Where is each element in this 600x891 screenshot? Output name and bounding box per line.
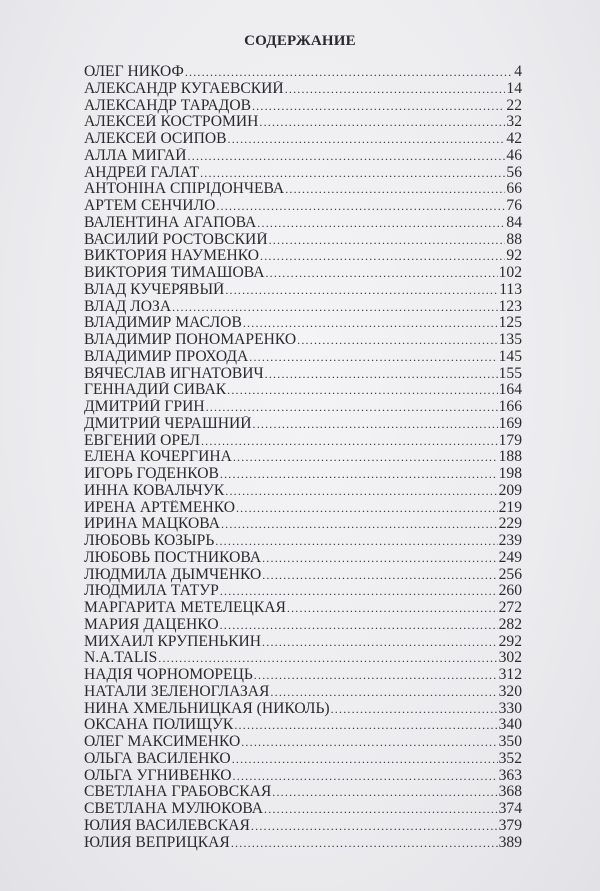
dot-leader [264,801,498,818]
toc-entry-author: ВАСИЛИЙ РОСТОВСКИЙ [84,231,268,248]
toc-entry-page: 352 [498,750,522,767]
toc-entry-page: 179 [498,432,522,449]
toc-entry [84,835,522,852]
toc-entry [84,114,522,131]
toc-entry-author: ЛЮБОВЬ ПОСТНИКОВА [84,549,262,566]
toc-entry-author: ОКСАНА ПОЛИЩУК [84,717,234,734]
toc-entry [84,366,522,383]
toc-entry [84,299,522,316]
dot-leader [216,198,505,215]
toc-entry-author: N.A.TALIS [84,650,158,667]
toc-entry-page: 14 [506,80,522,97]
toc-entry-author: АНТОНІНА СПІРІДОНЧЕВА [84,181,285,198]
dot-leader [241,734,497,751]
toc-entry [84,634,522,651]
dot-leader [243,315,498,332]
toc-entry-page: 302 [498,650,522,667]
dot-leader [265,366,498,383]
dot-leader [220,466,498,483]
toc-entry-author: ЕВГЕНИЙ ОРЕЛ [84,432,200,449]
toc-entry-page: 272 [498,600,522,616]
toc-entry-author: СВЕТЛАНА МУЛЮКОВА [84,801,264,817]
dot-leader [260,248,505,265]
toc-entry [84,567,522,584]
toc-entry-author: АЛЕКСАНДР КУГАЕВСКИЙ [84,80,284,97]
dot-leader [253,416,498,433]
toc-entry-page: 350 [498,734,522,750]
toc-entry [84,416,522,433]
toc-entry-author: ВЛАДИМИР МАСЛОВ [84,315,242,332]
toc-entry-author: ВЯЧЕСЛАВ ИГНАТОВИЧ [84,365,264,382]
toc-entry [84,282,522,299]
toc-entry-page: 169 [498,415,522,432]
toc-entry-author: АРТЕМ СЕНЧИЛО [84,198,216,214]
toc-entry-page: 312 [498,667,522,683]
toc-entry-author: ЛЮДМИЛА ТАТУР [84,583,219,600]
toc-entry [84,500,522,517]
toc-entry-page: 330 [498,700,522,717]
dot-leader [185,64,513,81]
toc-entry-author: ГЕННАДИЙ СИВАК [84,382,227,399]
toc-entry-author: ЛЮБОВЬ КОЗЫРЬ [84,533,215,549]
toc-entry [84,181,522,198]
toc-entry-author: ВЛАДИМИР ПОНОМАРЕНКО [84,332,297,348]
dot-leader [252,98,505,115]
toc-entry [84,466,522,483]
toc-entry-page: 256 [498,566,522,583]
dot-leader [259,114,505,131]
toc-entry-page: 145 [498,348,522,365]
toc-entry-page: 389 [498,834,522,851]
toc-entry [84,198,522,215]
dot-leader [236,500,498,517]
toc-entry-author: ВАЛЕНТИНА АГАПОВА [84,214,257,231]
toc-entry-author: АЛЕКСЕЙ ОСИПОВ [84,131,227,147]
dot-leader [232,751,498,768]
dot-leader [254,667,498,684]
toc-entry [84,148,522,165]
toc-entry-author: АЛЕКСАНДР ТАРАДОВ [84,97,251,114]
toc-entry [84,232,522,249]
toc-entry-page: 88 [506,231,522,248]
toc-entry-author: ВИКТОРИЯ НАУМЕНКО [84,248,259,265]
dot-leader [270,684,497,701]
toc-entry-page: 32 [506,114,522,131]
toc-entry-author: ВИКТОРИЯ ТИМАШОВА [84,265,265,281]
toc-entry-page: 42 [506,131,522,147]
toc-entry [84,98,522,115]
dot-leader [227,382,497,399]
toc-entry [84,600,522,617]
toc-entry-page: 188 [498,449,522,466]
toc-entry [84,433,522,450]
toc-entry-author: ЛЮДМИЛА ДЫМЧЕНКО [84,566,262,583]
dot-leader [233,768,498,785]
toc-entry [84,248,522,265]
toc-entry-author: СВЕТЛАНА ГРАБОВСКАЯ [84,784,272,801]
dot-leader [201,433,498,450]
table-of-contents [84,64,522,851]
toc-entry-page: 123 [498,298,522,315]
toc-entry-page: 340 [498,717,522,734]
toc-entry [84,382,522,399]
toc-entry [84,399,522,416]
toc-entry-page: 368 [498,784,522,801]
toc-entry [84,583,522,600]
dot-leader [233,449,498,466]
toc-entry-author: АЛЛА МИГАЙ [84,147,187,164]
toc-entry-page: 102 [498,265,522,281]
dot-leader [158,650,497,667]
toc-entry-page: 198 [498,466,522,482]
toc-entry-page: 229 [498,516,522,533]
toc-entry-page: 22 [506,97,522,114]
toc-entry-author: ИРИНА МАЦКОВА [84,516,220,533]
toc-entry-page: 92 [506,248,522,265]
toc-entry [84,768,522,785]
toc-entry-page: 249 [498,549,522,566]
dot-leader [188,148,506,165]
dot-leader [249,349,497,366]
toc-entry [84,533,522,550]
toc-entry-page: 135 [498,332,522,348]
toc-entry-page: 363 [498,767,522,784]
toc-entry-author: НИНА ХМЕЛЬНИЦКАЯ (НИКОЛЬ) [84,700,330,717]
toc-entry-page: 320 [498,683,522,700]
toc-entry [84,131,522,148]
toc-entry-page: 164 [498,382,522,399]
toc-entry-page: 76 [506,198,522,214]
toc-entry [84,265,522,282]
page-title: СОДЕРЖАНИЕ [244,33,356,49]
dot-leader [262,567,497,584]
dot-leader [265,265,497,282]
toc-entry-author: ВЛАД КУЧЕРЯВЫЙ [84,281,225,298]
toc-entry-page: 113 [499,281,522,298]
toc-entry [84,165,522,182]
toc-entry [84,784,522,801]
dot-leader [262,550,498,567]
toc-entry [84,449,522,466]
toc-entry-author: ЕЛЕНА КОЧЕРГИНА [84,449,232,466]
toc-entry [84,801,522,818]
dot-leader [206,399,498,416]
dot-leader [220,617,498,634]
dot-leader [172,299,498,316]
toc-entry-author: ВЛАД ЛОЗА [84,298,172,315]
toc-entry-page: 239 [498,533,522,549]
toc-entry-page: 66 [506,181,522,198]
toc-entry-page: 260 [498,583,522,600]
toc-entry-author: МАРГАРИТА МЕТЕЛЕЦКАЯ [84,600,286,616]
dot-leader [221,516,498,533]
toc-entry-author: ОЛЕГ НИКОФ [84,64,184,80]
toc-entry-page: 4 [514,64,522,80]
toc-entry-author: АЛЕКСЕЙ КОСТРОМИН [84,114,259,131]
toc-entry-page: 292 [498,633,522,650]
toc-entry-page: 125 [498,315,522,332]
dot-leader [228,131,506,148]
toc-entry-author: ОЛЕГ МАКСИМЕНКО [84,734,241,750]
toc-entry [84,64,522,81]
toc-entry [84,617,522,634]
toc-entry [84,650,522,667]
dot-leader [234,717,497,734]
toc-entry-page: 46 [506,147,522,164]
toc-entry-page: 166 [498,399,522,415]
toc-entry-author: ДМИТРИЙ ЧЕРАШНИЙ [84,415,252,432]
toc-entry-page: 219 [498,499,522,516]
toc-entry-author: ИГОРЬ ГОДЕНКОВ [84,466,219,482]
toc-entry-author: ОЛЬГА ВАСИЛЕНКО [84,750,231,767]
toc-entry [84,550,522,567]
dot-leader [225,282,498,299]
toc-entry-author: ИРЕНА АРТЁМЕНКО [84,499,235,516]
toc-entry-page: 56 [506,164,522,181]
dot-leader [285,181,505,198]
toc-entry-author: ДМИТРИЙ ГРИН [84,399,205,415]
toc-entry [84,349,522,366]
dot-leader [231,835,498,852]
toc-entry-author: МИХАИЛ КРУПЕНЬКИН [84,633,262,650]
dot-leader [200,165,505,182]
toc-entry-author: МАРИЯ ДАЦЕНКО [84,616,219,633]
toc-entry-author: ЮЛИЯ ВАСИЛЕВСКАЯ [84,817,250,834]
toc-entry-page: 282 [498,616,522,633]
toc-entry [84,81,522,98]
toc-entry [84,483,522,500]
toc-entry [84,818,522,835]
dot-leader [225,483,497,500]
dot-leader [251,818,498,835]
toc-entry-page: 209 [498,482,522,499]
dot-leader [272,784,497,801]
dot-leader [285,81,506,98]
dot-leader [297,332,497,349]
dot-leader [220,583,498,600]
dot-leader [215,533,497,550]
dot-leader [287,600,498,617]
toc-entry-author: ЮЛИЯ ВЕПРИЦКАЯ [84,834,230,851]
dot-leader [257,215,505,232]
toc-entry-author: НАТАЛИ ЗЕЛЕНОГЛАЗАЯ [84,683,270,700]
toc-entry [84,717,522,734]
toc-entry-page: 84 [506,214,522,231]
dot-leader [262,634,498,651]
toc-entry [84,215,522,232]
dot-leader [269,232,506,249]
dot-leader [331,701,498,718]
toc-entry [84,667,522,684]
toc-entry-author: ИННА КОВАЛЬЧУК [84,482,225,499]
toc-entry [84,701,522,718]
toc-entry-page: 374 [498,801,522,817]
toc-entry-author: ВЛАДИМИР ПРОХОДА [84,348,249,365]
toc-entry [84,332,522,349]
toc-entry [84,684,522,701]
toc-entry-author: ОЛЬГА УГНИВЕНКО [84,767,232,784]
toc-entry-author: НАДІЯ ЧОРНОМОРЕЦЬ [84,667,253,683]
toc-entry-page: 155 [498,365,522,382]
toc-entry-author: АНДРЕЙ ГАЛАТ [84,164,200,181]
toc-entry [84,734,522,751]
toc-entry [84,516,522,533]
toc-entry [84,751,522,768]
toc-entry [84,315,522,332]
toc-entry-page: 379 [498,817,522,834]
